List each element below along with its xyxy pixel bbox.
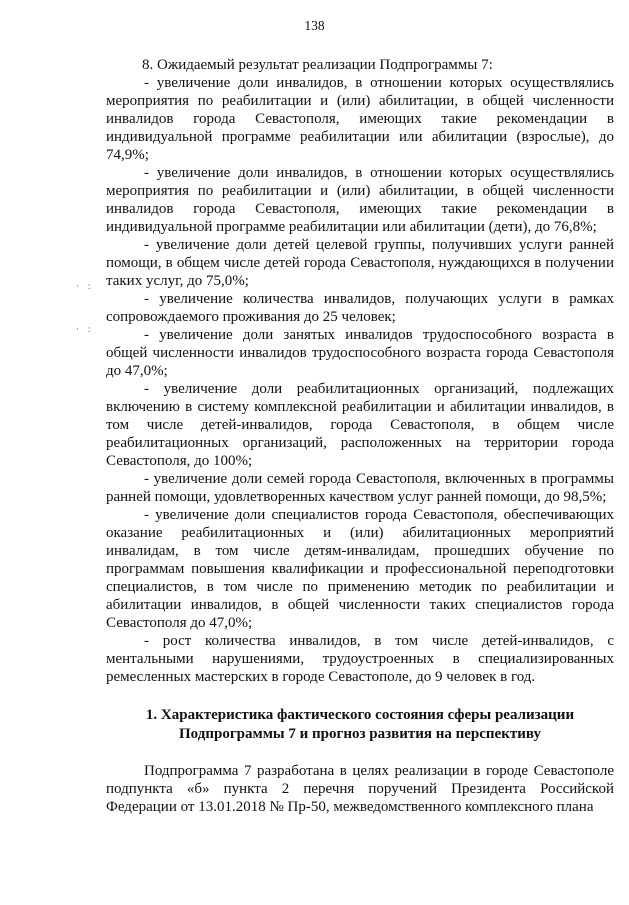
section-title-line: 1. Характеристика фактического состояния сферы реализации bbox=[145, 707, 575, 723]
result-item: - увеличение доли детей целевой группы, получивших услуги ранней помощи, в общем числе детей города Севастополя, нуждающихся в получении таких услуг, до 75,0%; bbox=[106, 237, 614, 289]
result-item: - рост количества инвалидов, в том числе детей-инвалидов, с ментальными нарушениями, трудоустроенных в специализированных ремесленных мастерских в городе Севастополе, до 9 человек в год. bbox=[106, 633, 614, 685]
section-title bbox=[106, 706, 614, 744]
result-item: - увеличение доли инвалидов, в отношении которых осуществлялись мероприятия по реабилитации и (или) абилитации, в общей численности инвалидов города Севастополя, имеющих такие рекомендации в индивидуальной программе реабилитации или абилитации (взрослые), до 74,9%; bbox=[106, 75, 614, 163]
result-item: - увеличение доли семей города Севастополя, включенных в программы ранней помощи, удовлетворенных качеством услуг ранней помощи, до 98,5%; bbox=[106, 471, 614, 505]
section-title-line: Подпрограммы 7 и прогноз развития на перспективу bbox=[179, 726, 541, 742]
document-body bbox=[106, 56, 614, 816]
page-number: 138 bbox=[304, 18, 325, 33]
result-item: - увеличение количества инвалидов, получающих услуги в рамках сопровождаемого проживания до 25 человек; bbox=[106, 291, 614, 325]
results-heading: 8. Ожидаемый результат реализации Подпрограммы 7: bbox=[142, 57, 493, 73]
intro-paragraph: Подпрограмма 7 разработана в целях реализации в городе Севастополе подпункта «б» пункта 2 перечня поручений Президента Российской Федерации от 13.01.2018 № Пр-50, межведомственного комплексного плана bbox=[106, 763, 614, 815]
result-item: - увеличение доли занятых инвалидов трудоспособного возраста в общей численности инвалидов трудоспособного возраста города Севастополя до 47,0%; bbox=[106, 327, 614, 379]
result-item: - увеличение доли инвалидов, в отношении которых осуществлялись мероприятия по реабилитации и (или) абилитации, в общей численности инвалидов города Севастополя, имеющих такие рекомендации в индивидуальной программе реабилитации или абилитации (дети), до 76,8%; bbox=[106, 165, 614, 235]
result-item: - увеличение доли специалистов города Севастополя, обеспечивающих оказание реабилитационных и (или) абилитационных мероприятий инвалидам, в том числе детям-инвалидам, прошедших обучение по программам повышения квалификации и профессиональной переподготовки специалистов, в том числе по применению методик по реабилитации и абилитации инвалидов, в общей численности таких специалистов города Севастополя до 47,0%; bbox=[106, 507, 614, 631]
margin-marks: · : bbox=[76, 325, 92, 335]
result-item: - увеличение доли реабилитационных организаций, подлежащих включению в систему комплексной реабилитации и абилитации инвалидов, в том числе детей-инвалидов, города Севастополя, в общем числе реабилитационных организаций, расположенных на территории города Севастополя, до 100%; bbox=[106, 381, 614, 469]
margin-marks: · : bbox=[76, 282, 92, 292]
